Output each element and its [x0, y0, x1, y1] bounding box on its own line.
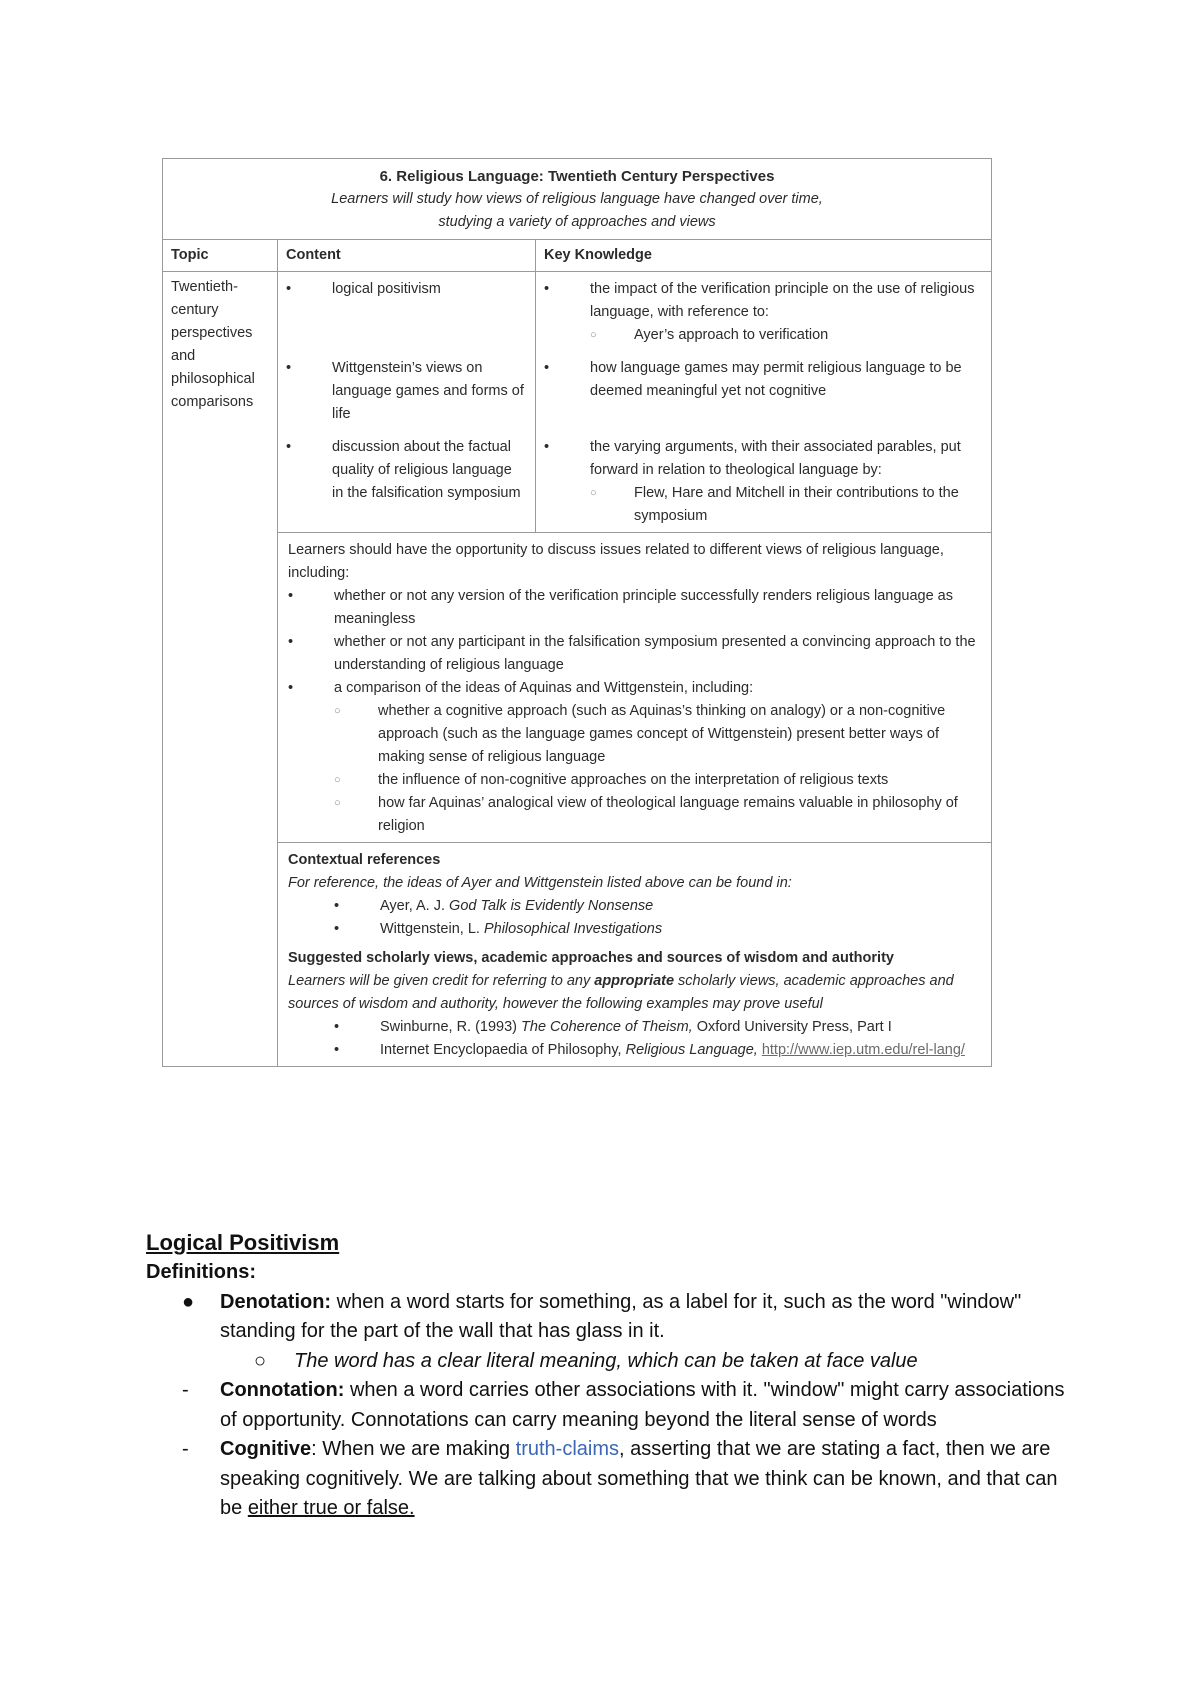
contextual-references-intro: For reference, the ideas of Ayer and Wittgenstein listed above can be found in:	[288, 875, 792, 891]
bullet-icon: •	[544, 360, 550, 376]
bullet-icon: •	[288, 588, 294, 604]
table-row	[278, 272, 991, 351]
suggested-views-intro: Learners will be given credit for referring to any appropriate scholarly views, academic approaches and sources of wisdom and authority, however the following examples may prove useful	[288, 973, 954, 1012]
list-item: - Connotation: when a word carries other associations with it. "window" might carry associations of opportunity. Connotations can carry meaning beyond the literal sense of words	[146, 1376, 1066, 1435]
table-body	[163, 272, 991, 1066]
issue-subitem: how far Aquinas’ analogical view of theological language remains valuable in philosophy of religion	[378, 795, 958, 834]
bullet-icon: •	[288, 634, 294, 650]
truth-claims-link[interactable]: truth-claims	[515, 1438, 620, 1460]
circle-bullet-icon: ○	[334, 774, 341, 786]
circle-bullet-icon: ○	[334, 797, 341, 809]
table-header	[163, 159, 991, 240]
bullet-icon: •	[286, 281, 292, 297]
notes-section	[146, 1228, 1066, 1524]
term-cognitive: Cognitive	[220, 1438, 312, 1460]
bullet-icon: •	[288, 680, 294, 696]
references-block	[278, 842, 991, 1066]
key-item: the impact of the verification principle on the use of religious language, with reference to:	[590, 281, 975, 320]
issue-subitem: whether a cognitive approach (such as Aquinas’s thinking on analogy) or a non-cognitive approach (such as the language games concept of Wittgenstein) present better ways of making sense of religious language	[378, 703, 946, 765]
circle-bullet-icon: ○	[590, 487, 597, 499]
list-item: - Cognitive: When we are making truth-claims, asserting that we are stating a fact, then we are speaking cognitively. We are talking about something that we think can be known, and that can be either true or false.	[146, 1435, 1066, 1524]
section-heading: Logical Positivism	[146, 1230, 340, 1255]
key-subitem: Flew, Hare and Mitchell in their contributions to the symposium	[634, 485, 959, 524]
issues-intro: Learners should have the opportunity to discuss issues related to different views of religious language, including:	[288, 542, 944, 581]
key-item: the varying arguments, with their associated parables, put forward in relation to theological language by:	[590, 439, 961, 478]
col-topic-header: Topic	[163, 240, 278, 271]
bullet-icon: ●	[182, 1290, 195, 1313]
key-subitem: Ayer’s approach to verification	[634, 327, 829, 343]
dash-marker: -	[182, 1379, 189, 1401]
dash-marker: -	[182, 1438, 189, 1460]
suggested-views-title: Suggested scholarly views, academic approaches and sources of wisdom and authority	[288, 950, 894, 966]
underlined-phrase: either true or false.	[247, 1497, 415, 1519]
bullet-icon: •	[544, 439, 550, 455]
bullet-icon: •	[334, 921, 340, 937]
column-headers	[163, 240, 991, 272]
term-denotation: Denotation:	[220, 1290, 332, 1313]
circle-bullet-icon: ○	[334, 705, 341, 717]
reference-author: Ayer, A. J.	[380, 898, 450, 914]
iep-link[interactable]: http://www.iep.utm.edu/rel-lang/	[761, 1042, 965, 1058]
topic-cell: Twentieth-century perspectives and philosophical comparisons	[163, 272, 278, 1066]
reference-work: God Talk is Evidently Nonsense	[449, 898, 654, 914]
contextual-references-title: Contextual references	[288, 852, 441, 868]
circle-bullet-icon: ○	[254, 1349, 267, 1372]
circle-bullet-icon: ○	[590, 329, 597, 341]
specification-table	[162, 158, 992, 1067]
content-item: discussion about the factual quality of religious language in the falsification symposium	[332, 439, 521, 501]
bullet-icon: •	[334, 898, 340, 914]
table-row	[278, 430, 991, 532]
table-title: 6. Religious Language: Twentieth Century Perspectives	[379, 168, 775, 185]
list-subitem: ○ The word has a clear literal meaning, which can be taken at face value	[146, 1347, 1066, 1377]
reference-work: Philosophical Investigations	[483, 921, 663, 937]
suggested-source: Internet Encyclopaedia of Philosophy, Religious Language, http://www.iep.utm.edu/rel-lang/	[380, 1042, 965, 1058]
content-item: Wittgenstein’s views on language games and forms of life	[332, 360, 524, 422]
issue-item: whether or not any participant in the falsification symposium presented a convincing approach to the understanding of religious language	[334, 634, 976, 673]
bullet-icon: •	[286, 439, 292, 455]
table-row	[278, 351, 991, 430]
issue-subitem: the influence of non-cognitive approaches on the interpretation of religious texts	[378, 772, 889, 788]
definitions-label: Definitions:	[146, 1261, 256, 1283]
bullet-icon: •	[544, 281, 550, 297]
issue-item: a comparison of the ideas of Aquinas and Wittgenstein, including:	[334, 680, 754, 696]
table-subtitle-1: Learners will study how views of religious language have changed over time,	[331, 191, 823, 207]
list-item: ● Denotation: when a word starts for something, as a label for it, such as the word "window" standing for the part of the wall that has glass in it.	[146, 1288, 1066, 1347]
col-content-header: Content	[278, 240, 536, 271]
reference-author: Wittgenstein, L.	[380, 921, 484, 937]
key-item: how language games may permit religious language to be deemed meaningful yet not cognitive	[590, 360, 962, 399]
table-subtitle-2: studying a variety of approaches and views	[438, 214, 716, 230]
content-area	[278, 272, 991, 1066]
bullet-icon: •	[334, 1019, 340, 1035]
issues-block	[278, 532, 991, 842]
issue-item: whether or not any version of the verification principle successfully renders religious language as meaningless	[334, 588, 953, 627]
bullet-icon: •	[334, 1042, 340, 1058]
suggested-source: Swinburne, R. (1993) The Coherence of Theism, Oxford University Press, Part I	[380, 1019, 892, 1035]
bullet-icon: •	[286, 360, 292, 376]
content-item: logical positivism	[332, 281, 441, 297]
term-connotation: Connotation:	[220, 1379, 345, 1401]
col-key-header: Key Knowledge	[544, 247, 652, 263]
